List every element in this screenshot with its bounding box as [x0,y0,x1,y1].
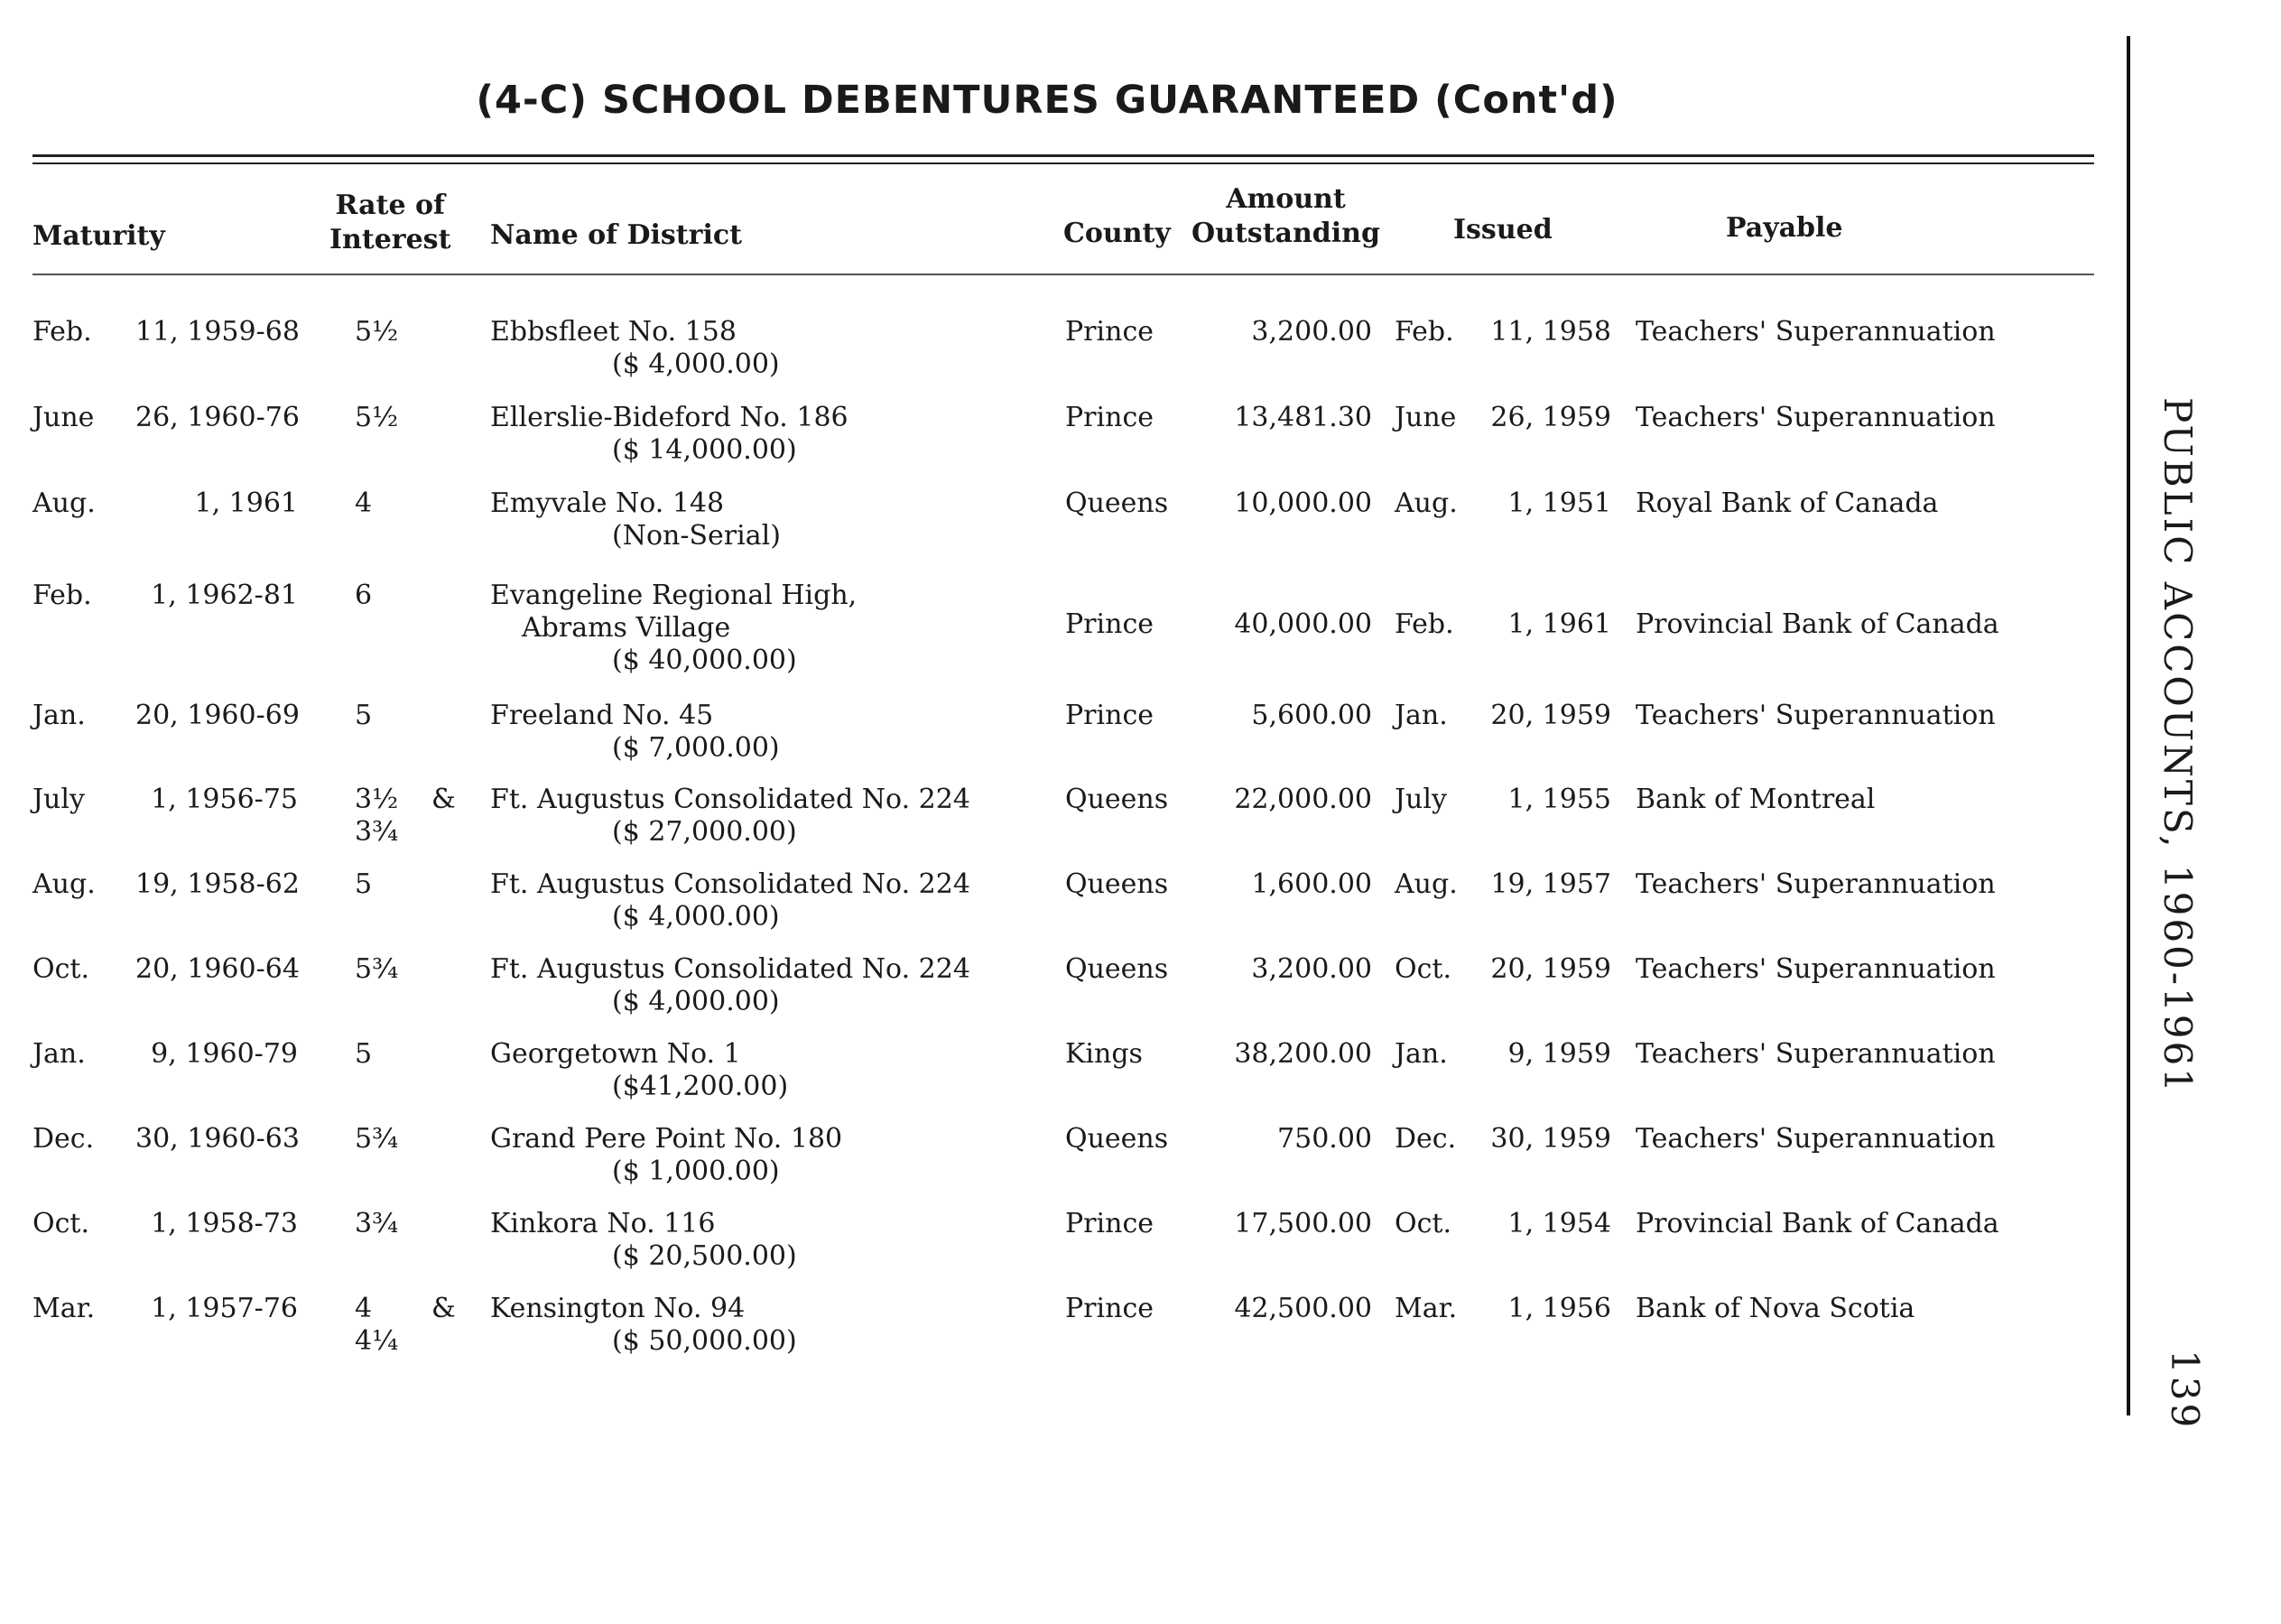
payable-to: Teachers' Superannuation [1636,316,1996,348]
county: Prince [1065,316,1154,348]
district-name-text: Ft. Augustus Consolidated No. 224 [490,784,970,815]
interest-rate-value: 4 [355,1293,373,1324]
district-original-amount: (Non-Serial) [612,520,781,552]
table-row [0,402,2103,485]
interest-rate-value: 3½ [355,784,399,815]
table-row [0,1293,2103,1376]
district-name-text: Kinkora No. 116 [490,1208,716,1239]
maturity-date: 1, 1958-73 [151,1208,298,1239]
table-row [0,700,2103,783]
payable-to: Teachers' Superannuation [1636,953,1996,985]
payable-to: Bank of Montreal [1636,784,1876,815]
county: Prince [1065,402,1154,433]
payable-to: Royal Bank of Canada [1636,487,1939,519]
payable-to: Teachers' Superannuation [1636,1123,1996,1155]
maturity-date: 11, 1959-68 [135,316,300,348]
county: Prince [1065,700,1154,731]
maturity-date: 30, 1960-63 [135,1123,300,1155]
district-name-text: Freeland No. 45 [490,700,714,731]
district-name-text: Kensington No. 94 [490,1293,746,1324]
maturity-month: Jan. [32,700,86,731]
interest-rate [355,580,404,612]
county: Queens [1065,487,1169,519]
side-header: PUBLIC ACCOUNTS, 1960-1961 [2156,397,2200,1095]
district-name [490,402,1050,467]
table-row [0,784,2103,867]
maturity-date: 1, 1961 [194,487,298,519]
amount-outstanding: 42,500.00 [1234,1293,1372,1324]
payable-to: Teachers' Superannuation [1636,868,1996,900]
district-original-amount: ($ 27,000.00) [612,816,797,848]
issued-date: 20, 1959 [1490,700,1611,731]
maturity-date: 1, 1962-81 [151,580,298,611]
issued-date: 1, 1961 [1507,608,1611,640]
column-header-amount-line1: Amount [1226,183,1346,215]
amount-outstanding: 10,000.00 [1234,487,1372,519]
district-name-text: Ellerslie-Bideford No. 186 [490,402,848,433]
issued-month: June [1395,402,1457,433]
district-name-text: Ft. Augustus Consolidated No. 224 [490,953,970,985]
header-rule-top [32,154,2094,157]
issued-date: 1, 1951 [1507,487,1611,519]
maturity-month: Mar. [32,1293,96,1324]
issued-date: 11, 1958 [1490,316,1611,348]
table-row [0,1123,2103,1206]
amount-outstanding: 17,500.00 [1234,1208,1372,1239]
maturity-month: Feb. [32,580,92,611]
issued-date: 26, 1959 [1490,402,1611,433]
issued-month: Jan. [1395,700,1448,731]
header-rule-second [32,162,2094,164]
amount-outstanding: 750.00 [1277,1123,1372,1155]
amount-outstanding: 40,000.00 [1234,608,1372,640]
interest-rate [355,784,404,849]
table-row [0,1208,2103,1291]
interest-rate-second: 4¼ [355,1325,399,1357]
issued-date: 30, 1959 [1490,1123,1611,1155]
issued-month: Aug. [1395,868,1458,900]
column-header-maturity: Maturity [32,220,165,252]
district-name-text: Ft. Augustus Consolidated No. 224 [490,868,970,900]
table-row [0,487,2103,571]
maturity-month: Jan. [32,1038,86,1070]
interest-rate [355,402,404,434]
county: Prince [1065,608,1154,640]
rate-ampersand: & [431,784,456,815]
table-row [0,1038,2103,1121]
page-title: (4-C) SCHOOL DEBENTURES GUARANTEED (Cont'd) [476,78,1618,123]
district-name-text: Emyvale No. 148 [490,487,725,519]
rate-ampersand: & [431,1293,456,1324]
issued-month: Aug. [1395,487,1458,519]
issued-date: 1, 1956 [1507,1293,1611,1324]
issued-month: July [1395,784,1447,815]
interest-rate-value: 5¾ [355,953,399,985]
county: Queens [1065,868,1169,900]
payable-to: Teachers' Superannuation [1636,1038,1996,1070]
amount-outstanding: 13,481.30 [1234,402,1372,433]
amount-outstanding: 22,000.00 [1234,784,1372,815]
district-name [490,1293,1050,1358]
amount-outstanding: 3,200.00 [1251,316,1372,348]
column-header-county: County [1063,218,1171,249]
header-rule-bottom [32,274,2094,275]
district-name-continued: Abrams Village [522,612,731,644]
page-number: 139 [2163,1350,2207,1431]
issued-month: Feb. [1395,316,1454,348]
district-name [490,700,1050,765]
district-name [490,953,1050,1018]
interest-rate-value: 5¾ [355,1123,399,1155]
amount-outstanding: 5,600.00 [1251,700,1372,731]
district-name [490,487,1050,552]
maturity-month: Dec. [32,1123,95,1155]
district-original-amount: ($ 40,000.00) [612,645,797,676]
district-name [490,1038,1050,1103]
column-header-amount-line2: Outstanding [1191,218,1380,249]
maturity-date: 9, 1960-79 [151,1038,298,1070]
maturity-month: Aug. [32,868,96,900]
interest-rate-second: 3¾ [355,816,399,848]
table-row [0,580,2103,676]
margin-rule [2127,36,2130,1415]
district-original-amount: ($ 4,000.00) [612,986,780,1017]
issued-date: 20, 1959 [1490,953,1611,985]
issued-month: Oct. [1395,953,1451,985]
issued-month: Mar. [1395,1293,1458,1324]
interest-rate-value: 5 [355,700,373,731]
district-name-text: Grand Pere Point No. 180 [490,1123,843,1155]
payable-to: Teachers' Superannuation [1636,402,1996,433]
maturity-date: 19, 1958-62 [135,868,300,900]
payable-to: Teachers' Superannuation [1636,700,1996,731]
column-header-issued: Issued [1453,214,1553,246]
district-name [490,1123,1050,1188]
table-row [0,953,2103,1036]
interest-rate-value: 3¾ [355,1208,399,1239]
interest-rate [355,487,404,520]
district-original-amount: ($ 20,500.00) [612,1240,797,1272]
district-original-amount: ($ 7,000.00) [612,732,780,764]
interest-rate-value: 5 [355,1038,373,1070]
table-row [0,316,2103,399]
maturity-month: June [32,402,95,433]
district-original-amount: ($ 1,000.00) [612,1155,780,1187]
payable-to: Bank of Nova Scotia [1636,1293,1915,1324]
amount-outstanding: 3,200.00 [1251,953,1372,985]
table-row [0,868,2103,951]
district-name [490,316,1050,381]
interest-rate-value: 6 [355,580,373,611]
district-name-text: Ebbsfleet No. 158 [490,316,737,348]
column-header-rate-line2: Interest [329,224,451,255]
column-header-rate-line1: Rate of [335,190,445,221]
district-name [490,868,1050,933]
interest-rate [355,700,404,732]
county: Prince [1065,1293,1154,1324]
interest-rate [355,868,404,901]
maturity-date: 20, 1960-64 [135,953,300,985]
interest-rate [355,1038,404,1071]
interest-rate [355,1123,404,1155]
district-name-text: Evangeline Regional High, [490,580,858,611]
interest-rate [355,316,404,348]
district-original-amount: ($ 14,000.00) [612,434,797,466]
county: Kings [1065,1038,1143,1070]
district-original-amount: ($ 50,000.00) [612,1325,797,1357]
payable-to: Provincial Bank of Canada [1636,1208,1999,1239]
county: Queens [1065,953,1169,985]
issued-date: 19, 1957 [1490,868,1611,900]
district-original-amount: ($ 4,000.00) [612,348,780,380]
issued-month: Oct. [1395,1208,1451,1239]
interest-rate [355,1208,404,1240]
issued-month: Dec. [1395,1123,1457,1155]
interest-rate-value: 5½ [355,402,399,433]
interest-rate [355,953,404,986]
column-header-payable: Payable [1726,212,1843,244]
column-header-rate [329,189,450,257]
county: Prince [1065,1208,1154,1239]
issued-date: 1, 1954 [1507,1208,1611,1239]
district-original-amount: ($ 4,000.00) [612,901,780,933]
issued-month: Jan. [1395,1038,1448,1070]
county: Queens [1065,784,1169,815]
column-header-name: Name of District [490,219,742,251]
maturity-month: July [32,784,85,815]
issued-date: 9, 1959 [1507,1038,1611,1070]
payable-to: Provincial Bank of Canada [1636,608,1999,640]
issued-date: 1, 1955 [1507,784,1611,815]
maturity-date: 20, 1960-69 [135,700,300,731]
maturity-month: Feb. [32,316,92,348]
district-name-text: Georgetown No. 1 [490,1038,741,1070]
maturity-month: Oct. [32,953,89,985]
interest-rate [355,1293,404,1358]
issued-month: Feb. [1395,608,1454,640]
amount-outstanding: 38,200.00 [1234,1038,1372,1070]
district-name [490,580,1050,677]
column-header-amount [1191,182,1380,251]
district-original-amount: ($41,200.00) [612,1071,789,1102]
maturity-date: 1, 1956-75 [151,784,298,815]
county: Queens [1065,1123,1169,1155]
district-name [490,784,1050,849]
district-name [490,1208,1050,1273]
maturity-date: 26, 1960-76 [135,402,300,433]
maturity-date: 1, 1957-76 [151,1293,298,1324]
interest-rate-value: 5½ [355,316,399,348]
interest-rate-value: 5 [355,868,373,900]
maturity-month: Aug. [32,487,96,519]
maturity-month: Oct. [32,1208,89,1239]
interest-rate-value: 4 [355,487,373,519]
amount-outstanding: 1,600.00 [1251,868,1372,900]
